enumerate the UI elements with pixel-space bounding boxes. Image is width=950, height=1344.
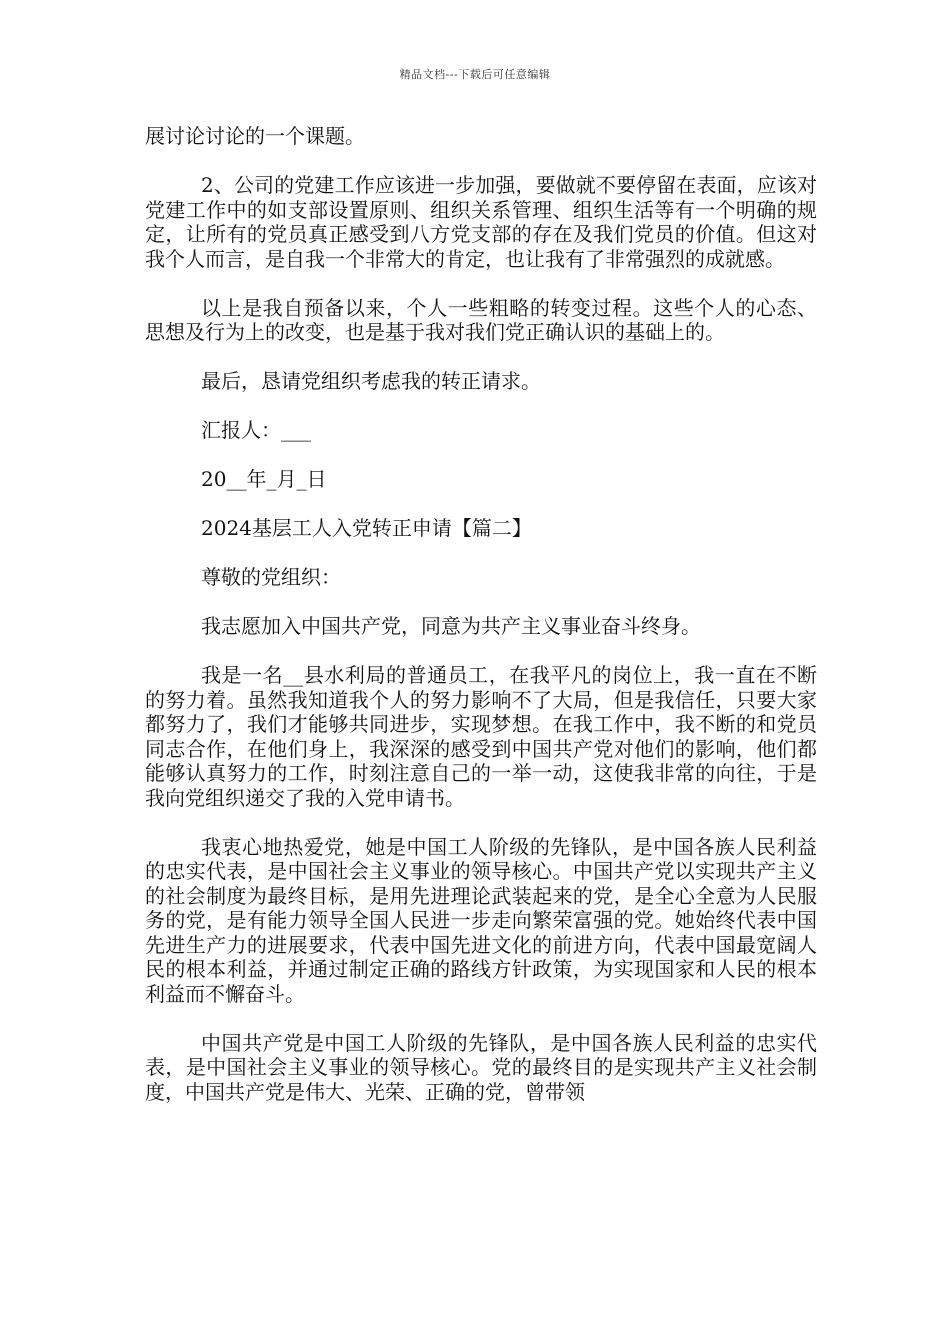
section-title: 2024基层工人入党转正申请【篇二】 — [201, 516, 532, 540]
paragraph-love-party: 我衷心地热爱党，她是中国工人阶级的先锋队，是中国各族人民利益的忠实代表，是中国社会主义事业的领导核心。中国共产党以实现共产主义的社会制度为最终目标，是用先进理论武装起来的党，是全心全意为人民服务的党，是有能力领导全国人民进一步走向繁荣富强的党。她始终代表中国先进生产力的进展要求，代表中国先进文化的前进方向，代表中国最宽阔人民的根本利益，并通过制定正确的路线方针政策，为实现国家和人民的根本利益而不懈奋斗。 — [145, 834, 817, 1006]
paragraph-summary: 以上是我自预备以来，个人一些粗略的转变过程。这些个人的心态、思想及行为上的改变，也是基于我对我们党正确认识的基础上的。 — [145, 295, 817, 344]
paragraph-party-building: 2、公司的党建工作应该进一步加强，要做就不要停留在表面，应该对党建工作中的如支部设置原则、组织关系管理、组织生活等有一个明确的规定，让所有的党员真正感受到八方党支部的存在及我们党员的价值。但这对我个人而言，是自我一个非常大的肯定，也让我有了非常强烈的成就感。 — [145, 173, 817, 271]
date-line: 20__年_月_日 — [201, 467, 327, 491]
document-body — [145, 124, 817, 1129]
paragraph-party-vanguard: 中国共产党是中国工人阶级的先锋队，是中国各族人民利益的忠实代表，是中国社会主义事业的领导核心。党的最终目的是实现共产主义社会制度，中国共产党是伟大、光荣、正确的党，曾带领 — [145, 1030, 817, 1104]
paragraph-request: 最后，恳请党组织考虑我的转正请求。 — [201, 369, 541, 393]
salutation: 尊敬的党组织： — [201, 565, 341, 589]
paragraph-pledge: 我志愿加入中国共产党，同意为共产主义事业奋斗终身。 — [201, 614, 701, 638]
paragraph-self-intro: 我是一名__县水利局的普通员工，在我平凡的岗位上，我一直在不断的努力着。虽然我知道我个人的努力影响不了大局，但是我信任，只要大家都努力了，我们才能够共同进步，实现梦想。在我工作中，我不断的和党员同志合作，在他们身上，我深深的感受到中国共产党对他们的影响，他们都能够认真努力的工作，时刻注意自己的一举一动，这使我非常的向往，于是我向党组织递交了我的入党申请书。 — [145, 663, 817, 810]
page-header: 精品文档---下载后可任意编辑 — [399, 68, 551, 81]
paragraph-continuation: 展讨论讨论的一个课题。 — [145, 124, 365, 148]
reporter-line: 汇报人：___ — [201, 418, 311, 442]
